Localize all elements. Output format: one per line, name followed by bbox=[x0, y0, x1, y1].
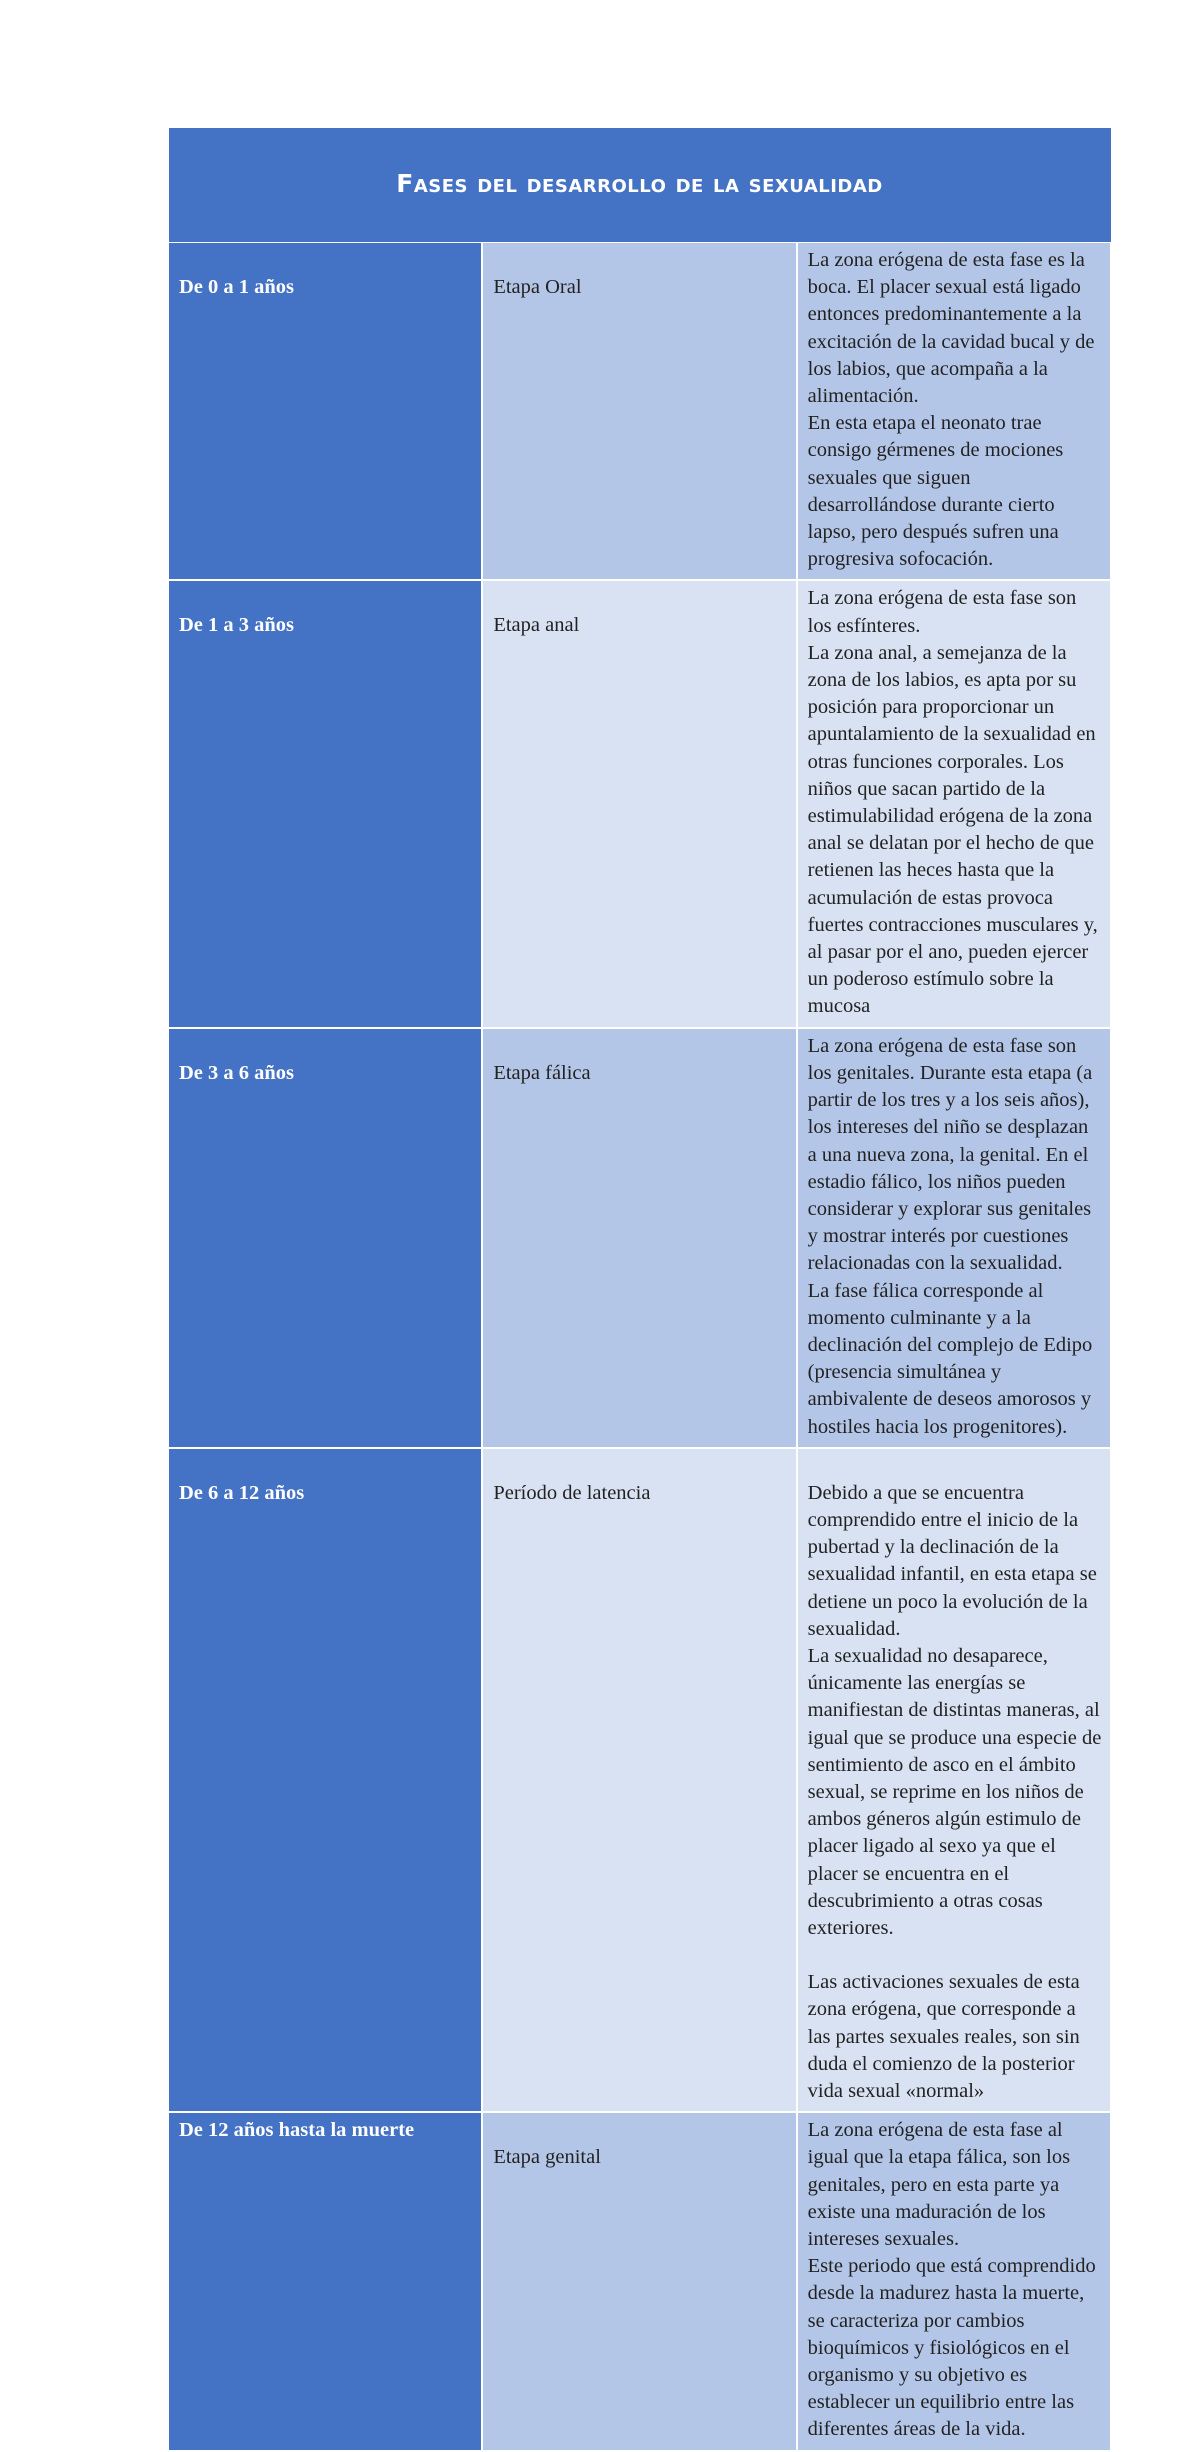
paragraph-gap bbox=[808, 1942, 1102, 1969]
table-row bbox=[168, 2112, 1111, 2450]
stage-cell: Etapa Oral bbox=[482, 243, 796, 581]
table-title: Fases del desarrollo de la sexualidad bbox=[396, 168, 883, 198]
description-paragraph: La zona anal, a semejanza de la zona de los labios, es apta por su posición para proporcionar un apuntalamiento de la sexualidad en otras funciones corporales. Los niños que sacan partido de la estimulabilidad erógena de la zona anal se delatan por el hecho de que retienen las heces hasta que la acumulación de estas provoca fuertes contracciones musculares y, al pasar por el ano, pueden ejercer un poderoso estímulo sobre la mucosa bbox=[807, 641, 1098, 1018]
description-paragraph: Debido a que se encuentra comprendido entre el inicio de la pubertad y la declinación de la sexualidad infantil, en esta etapa se detiene un poco la evolución de la sexualidad. bbox=[807, 1481, 1097, 1640]
age-cell: De 6 a 12 años bbox=[168, 1448, 482, 2112]
description-paragraph: Este periodo que está comprendido desde la madurez hasta la muerte, se caracteriza por cambios bioquímicos y fisiológicos en el organismo y su objetivo es establecer un equilibrio entre las diferentes áreas de la vida. bbox=[807, 2255, 1096, 2441]
title-row bbox=[168, 128, 1111, 243]
description-paragraph: La fase fálica corresponde al momento culminante y a la declinación del complejo de Edipo (presencia simultánea y ambivalente de deseos amorosos y hostiles hacia los progenitores). bbox=[807, 1279, 1093, 1438]
age-cell: De 0 a 1 años bbox=[168, 243, 482, 581]
stage-cell: Etapa genital bbox=[482, 2112, 796, 2450]
description-cell bbox=[797, 243, 1111, 581]
table-row bbox=[168, 580, 1111, 1027]
age-cell: De 1 a 3 años bbox=[168, 580, 482, 1027]
description-cell bbox=[797, 1028, 1111, 1448]
description-paragraph: La sexualidad no desaparece, únicamente las energías se manifiestan de distintas maneras, al igual que se produce una especie de sentimiento de asco en el ámbito sexual, se reprime en los niños de ambos géneros algún estimulo de placer ligado al sexo ya que el placer se encuentra en el descubrimiento a otras cosas exteriores. bbox=[807, 1644, 1102, 1939]
table-row bbox=[168, 243, 1111, 581]
stage-cell: Período de latencia bbox=[482, 1448, 796, 2112]
description-paragraph: Las activaciones sexuales de esta zona erógena, que corresponde a las partes sexuales reales, son sin duda el comienzo de la posterior vida sexual «normal» bbox=[807, 1971, 1080, 2102]
stage-cell: Etapa anal bbox=[482, 580, 796, 1027]
stage-cell: Etapa fálica bbox=[482, 1028, 796, 1448]
age-cell: De 12 años hasta la muerte bbox=[168, 2112, 482, 2450]
table-row bbox=[168, 1448, 1111, 2112]
description-paragraph: La zona erógena de esta fase es la boca. El placer sexual está ligado entonces predominantemente a la excitación de la cavidad bucal y de los labios, que acompaña a la alimentación. bbox=[807, 249, 1095, 408]
title-cell bbox=[168, 128, 1111, 243]
description-cell bbox=[797, 580, 1111, 1027]
description-paragraph: La zona erógena de esta fase son los genitales. Durante esta etapa (a partir de los tres y a los seis años), los intereses del niño se desplazan a una nueva zona, la genital. En el estadio fálico, los niños pueden considerar y explorar sus genitales y mostrar interés por cuestiones relacionadas con la sexualidad. bbox=[807, 1034, 1093, 1275]
description-cell bbox=[797, 2112, 1111, 2450]
description-cell bbox=[797, 1448, 1111, 2112]
age-cell: De 3 a 6 años bbox=[168, 1028, 482, 1448]
description-paragraph: En esta etapa el neonato trae consigo gérmenes de mociones sexuales que siguen desarrollándose durante cierto lapso, pero después sufren una progresiva sofocación. bbox=[807, 412, 1064, 571]
description-paragraph: La zona erógena de esta fase al igual que la etapa fálica, son los genitales, pero en esta parte ya existe una maduración de los intereses sexuales. bbox=[807, 2119, 1071, 2251]
table-row bbox=[168, 1028, 1111, 1448]
sexuality-phases-table bbox=[167, 127, 1112, 2452]
description-paragraph: La zona erógena de esta fase son los esfínteres. bbox=[807, 587, 1077, 637]
